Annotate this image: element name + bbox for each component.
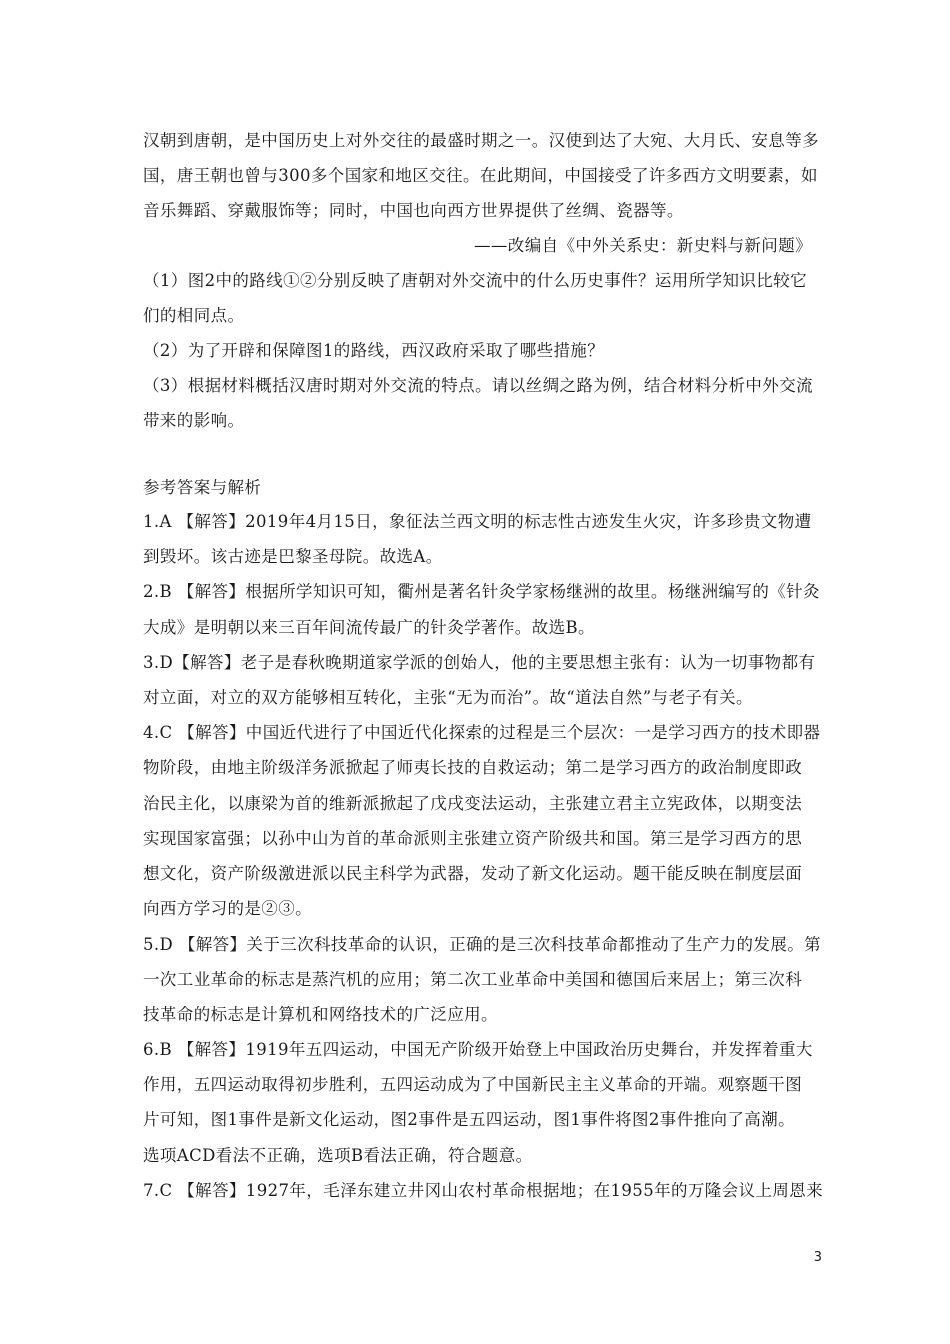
question-line: （3）根据材料概括汉唐时期对外交流的特点。请以丝绸之路为例，结合材料分析中外交流 bbox=[143, 376, 813, 395]
material-source: ——改编自《中外关系史：新史料与新问题》 bbox=[474, 236, 812, 255]
answer-line: 实现国家富强；以孙中山为首的革命派则主张建立资产阶级共和国。第三是学习西方的思 bbox=[143, 829, 803, 848]
answer-line: 2.B 【解答】根据所学知识可知，衢州是著名针灸学家杨继洲的故里。杨继洲编写的《针灸 bbox=[143, 582, 820, 601]
answer-line: 向西方学习的是②③。 bbox=[143, 899, 312, 918]
material-line: 音乐舞蹈、穿戴服饰等；同时，中国也向西方世界提供了丝绸、瓷器等。 bbox=[143, 201, 684, 220]
answer-line: 技革命的标志是计算机和网络技术的广泛应用。 bbox=[143, 1005, 498, 1024]
material-line: 国，唐王朝也曾与300多个国家和地区交往。在此期间，中国接受了许多西方文明要素，如 bbox=[143, 166, 818, 185]
answers-heading: 参考答案与解析 bbox=[143, 478, 262, 497]
answer-line: 治民主化，以康梁为首的维新派掀起了戊戌变法运动，主张建立君主立宪政体，以期变法 bbox=[143, 794, 803, 813]
answer-line: 对立面，对立的双方能够相互转化，主张“无为而治”。故“道法自然”与老子有关。 bbox=[143, 688, 753, 707]
answer-line: 到毁坏。该古迹是巴黎圣母院。故选A。 bbox=[143, 547, 443, 566]
answer-line: 想文化，资产阶级激进派以民主科学为武器，发动了新文化运动。题干能反映在制度层面 bbox=[143, 864, 803, 883]
question-line: （2）为了开辟和保障图1的路线，西汉政府采取了哪些措施？ bbox=[143, 341, 605, 360]
material-line: 汉朝到唐朝，是中国历史上对外交往的最盛时期之一。汉使到达了大宛、大月氏、安息等多 bbox=[143, 131, 819, 150]
answer-line: 选项ACD看法不正确，选项B看法正确，符合题意。 bbox=[143, 1146, 533, 1165]
answer-line: 5.D 【解答】关于三次科技革命的认识，正确的是三次科技革命都推动了生产力的发展。第 bbox=[143, 935, 822, 954]
answer-line: 作用，五四运动取得初步胜利，五四运动成为了中国新民主主义革命的开端。观察题干图 bbox=[143, 1075, 803, 1094]
answer-line: 7.C 【解答】1927年，毛泽东建立井冈山农村革命根据地；在1955年的万隆会议上周恩来 bbox=[143, 1181, 824, 1200]
page-number: 3 bbox=[813, 1250, 822, 1265]
question-line: 带来的影响。 bbox=[143, 411, 245, 430]
answer-line: 6.B 【解答】1919年五四运动，中国无产阶级开始登上中国政治历史舞台，并发挥着重大 bbox=[143, 1040, 813, 1059]
answer-line: 4.C 【解答】中国近代进行了中国近代化探索的过程是三个层次：一是学习西方的技术即器 bbox=[143, 723, 821, 742]
answer-line: 3.D【解答】老子是春秋晚期道家学派的创始人，他的主要思想主张有：认为一切事物都有 bbox=[143, 653, 816, 672]
answer-line: 大成》是明朝以来三百年间流传最广的针灸学著作。故选B。 bbox=[143, 618, 595, 637]
answer-line: 片可知，图1事件是新文化运动，图2事件是五四运动，图1事件将图2事件推向了高潮。 bbox=[143, 1110, 795, 1129]
answer-line: 1.A 【解答】2019年4月15日，象征法兰西文明的标志性古迹发生火灾，许多珍贵文物遭 bbox=[143, 512, 812, 531]
answer-line: 物阶段，由地主阶级洋务派掀起了师夷长技的自救运动；第二是学习西方的政治制度即政 bbox=[143, 758, 803, 777]
question-line: （1）图2中的路线①②分别反映了唐朝对外交流中的什么历史事件？运用所学知识比较它 bbox=[143, 271, 807, 290]
answer-line: 一次工业革命的标志是蒸汽机的应用；第二次工业革命中美国和德国后来居上；第三次科 bbox=[143, 970, 803, 989]
question-line: 们的相同点。 bbox=[143, 306, 245, 325]
